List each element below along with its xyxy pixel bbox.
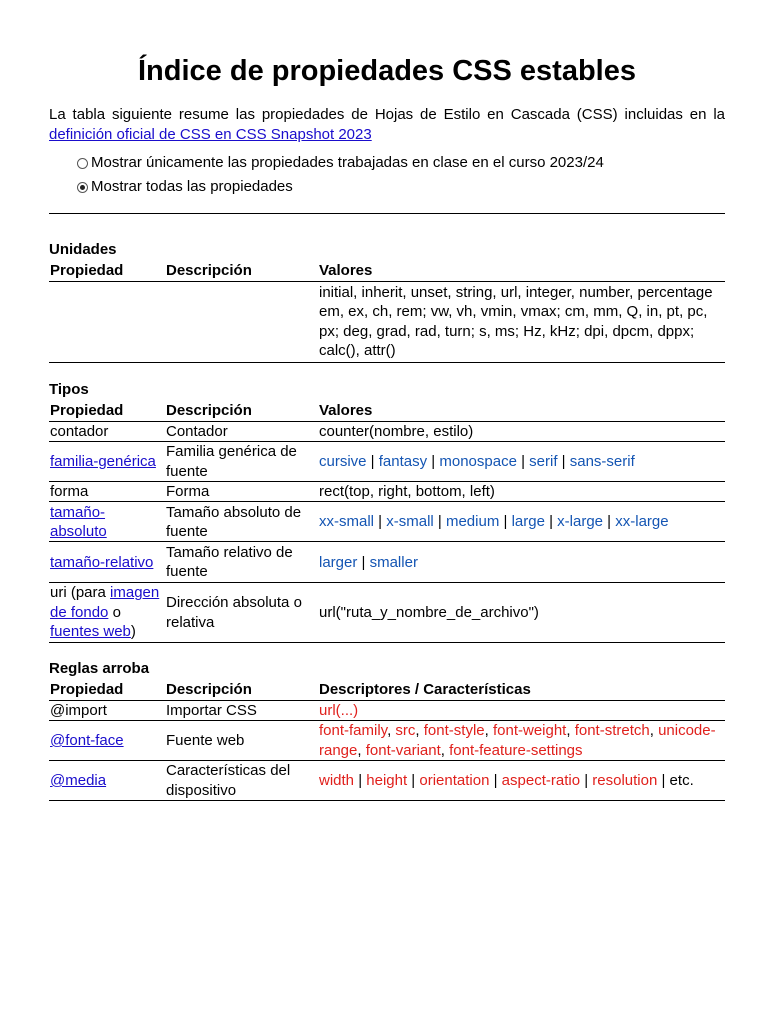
value-separator: | xyxy=(357,553,370,571)
desc-cell: Fuente web xyxy=(165,721,318,761)
value-separator: , xyxy=(566,722,575,740)
value-keyword: xx-small xyxy=(319,513,374,531)
table-row xyxy=(49,721,725,761)
value-separator: | xyxy=(516,452,530,470)
prop-cell: @import xyxy=(49,700,165,720)
value-cell: url("ruta_y_nombre_de_archivo") xyxy=(318,583,725,642)
value-separator: | xyxy=(499,513,512,531)
intro-text: La tabla siguiente resume las propiedades de Hojas de Estilo en Cascada (CSS) incluidas en la xyxy=(49,106,725,123)
table-row xyxy=(49,583,725,642)
value-separator: | xyxy=(427,452,440,470)
value-keyword: x-large xyxy=(557,513,604,531)
value-keyword: url(...) xyxy=(319,701,359,719)
prop-cell: contador xyxy=(49,421,165,441)
radio-checked-icon[interactable] xyxy=(77,182,88,193)
value-cell xyxy=(318,442,725,482)
section-tipos xyxy=(49,380,725,643)
unidades-table xyxy=(49,260,725,363)
value-keyword: font-style xyxy=(423,722,485,740)
value-keyword: larger xyxy=(319,553,358,571)
desc-cell: Tamaño relativo de fuente xyxy=(165,542,318,583)
desc-cell: Familia genérica de fuente xyxy=(165,442,318,482)
section-title: Unidades xyxy=(49,241,117,258)
radio-label[interactable]: Mostrar todas las propiedades xyxy=(91,178,293,195)
unit-values-line: calc(), attr() xyxy=(319,342,396,360)
value-keyword: height xyxy=(366,771,408,789)
divider xyxy=(49,213,725,214)
section-unidades xyxy=(49,240,725,363)
table-row xyxy=(49,442,725,482)
value-keyword: unicode-range xyxy=(319,722,716,759)
page xyxy=(49,0,725,801)
page-title: Índice de propiedades CSS estables xyxy=(138,55,636,87)
header-descripcion: Descripción xyxy=(165,400,318,422)
value-keyword: resolution xyxy=(592,771,658,789)
desc-cell: Tamaño absoluto de fuente xyxy=(165,502,318,542)
table-row xyxy=(49,542,725,583)
css-snapshot-link[interactable]: definición oficial de CSS en CSS Snapshot 2023 xyxy=(49,126,372,143)
table-row xyxy=(49,421,725,441)
prop-link-media[interactable]: @media xyxy=(50,771,107,789)
value-separator: , xyxy=(357,741,366,759)
section-title: Reglas arroba xyxy=(49,659,150,677)
value-cell: counter(nombre, estilo) xyxy=(318,421,725,441)
table-row xyxy=(49,761,725,801)
value-cell xyxy=(318,700,725,720)
value-keyword: font-stretch xyxy=(574,722,650,740)
value-keyword: serif xyxy=(529,452,558,470)
value-keyword: width xyxy=(319,771,355,789)
filter-options xyxy=(77,151,725,199)
table-header-row xyxy=(49,260,725,282)
value-separator: , xyxy=(415,722,424,740)
unit-values-line: initial, inherit, unset, string, url, integer, number, percentage xyxy=(319,284,713,301)
section-title: Tipos xyxy=(49,380,89,398)
value-keyword: monospace xyxy=(439,452,517,470)
uri-connector: o xyxy=(112,603,121,621)
value-keyword: font-feature-settings xyxy=(449,741,583,759)
value-keyword: fantasy xyxy=(378,452,428,470)
value-keyword: src xyxy=(395,722,416,740)
value-separator: | xyxy=(433,513,446,531)
fuentes-web-link[interactable]: fuentes web xyxy=(50,623,131,641)
table-row xyxy=(49,502,725,542)
table-header-row xyxy=(49,400,725,422)
value-separator: | xyxy=(544,513,558,531)
value-separator: | xyxy=(489,771,502,789)
tipos-table xyxy=(49,400,725,643)
value-keyword: orientation xyxy=(419,771,490,789)
value-cell xyxy=(318,542,725,583)
desc-cell: Características del dispositivo xyxy=(165,761,318,801)
value-keyword: large xyxy=(511,513,545,531)
uri-label: uri (para xyxy=(50,584,106,602)
header-valores: Valores xyxy=(318,260,725,282)
prop-cell: forma xyxy=(49,482,165,502)
value-separator: | xyxy=(374,513,387,531)
section-reglas-arroba xyxy=(49,659,725,801)
value-separator: | xyxy=(407,771,420,789)
value-cell xyxy=(318,721,725,761)
table-row xyxy=(49,282,725,363)
header-propiedad: Propiedad xyxy=(49,679,165,701)
radio-unchecked-icon[interactable] xyxy=(77,158,88,169)
imagen-de-fondo-link[interactable]: imagen de fondo xyxy=(50,584,160,621)
value-keyword: aspect-ratio xyxy=(501,771,581,789)
value-separator: | xyxy=(557,452,570,470)
value-cell xyxy=(318,502,725,542)
desc-cell: Importar CSS xyxy=(165,700,318,720)
value-cell: rect(top, right, bottom, left) xyxy=(318,482,725,502)
value-separator: , xyxy=(440,741,450,759)
value-separator: , xyxy=(387,722,396,740)
header-propiedad: Propiedad xyxy=(49,260,165,282)
value-cell xyxy=(318,761,725,801)
table-header-row xyxy=(49,679,725,701)
radio-label[interactable]: Mostrar únicamente las propiedades trabajadas en clase en el curso 2023/24 xyxy=(91,154,604,171)
prop-link-familia-generica[interactable]: familia-genérica xyxy=(50,452,156,470)
value-keyword: xx-large xyxy=(615,513,669,531)
value-keyword: font-family xyxy=(319,722,388,740)
value-keyword: medium xyxy=(445,513,500,531)
value-separator: | xyxy=(366,452,379,470)
value-separator: | xyxy=(580,771,593,789)
value-keyword: font-variant xyxy=(365,741,441,759)
header-descripcion: Descripción xyxy=(165,260,318,282)
value-keyword: smaller xyxy=(369,553,418,571)
desc-cell: Dirección absoluta o relativa xyxy=(165,583,318,642)
table-row xyxy=(49,700,725,720)
prop-link-tamano-absoluto[interactable]: tamaño-absoluto xyxy=(50,503,107,540)
intro-paragraph xyxy=(49,105,725,145)
header-valores: Valores xyxy=(318,400,725,422)
desc-cell: Forma xyxy=(165,482,318,502)
prop-link-tamano-relativo[interactable]: tamaño-relativo xyxy=(50,553,154,571)
unit-values-line: em, ex, ch, rem; vw, vh, vmin, vmax; cm, mm, Q, in, pt, pc, px; deg, grad, rad, turn; s, ms; Hz, kHz; dpi, dpcm, dppx; xyxy=(319,303,708,340)
header-descripcion: Descripción xyxy=(165,679,318,701)
reglas-table xyxy=(49,679,725,801)
value-tail: | etc. xyxy=(657,771,694,789)
value-keyword: cursive xyxy=(319,452,367,470)
value-keyword: font-weight xyxy=(492,722,567,740)
value-separator: , xyxy=(649,722,659,740)
value-keyword: x-small xyxy=(386,513,434,531)
radio-option-all[interactable] xyxy=(77,175,725,199)
prop-link-font-face[interactable]: @font-face xyxy=(50,731,124,749)
value-separator: | xyxy=(603,513,616,531)
value-separator: , xyxy=(484,722,493,740)
value-separator: | xyxy=(354,771,367,789)
header-propiedad: Propiedad xyxy=(49,400,165,422)
header-descriptores: Descriptores / Características xyxy=(318,679,725,701)
radio-option-course[interactable] xyxy=(77,151,725,175)
value-keyword: sans-serif xyxy=(569,452,635,470)
table-row xyxy=(49,482,725,502)
uri-close: ) xyxy=(130,623,136,641)
desc-cell: Contador xyxy=(165,421,318,441)
